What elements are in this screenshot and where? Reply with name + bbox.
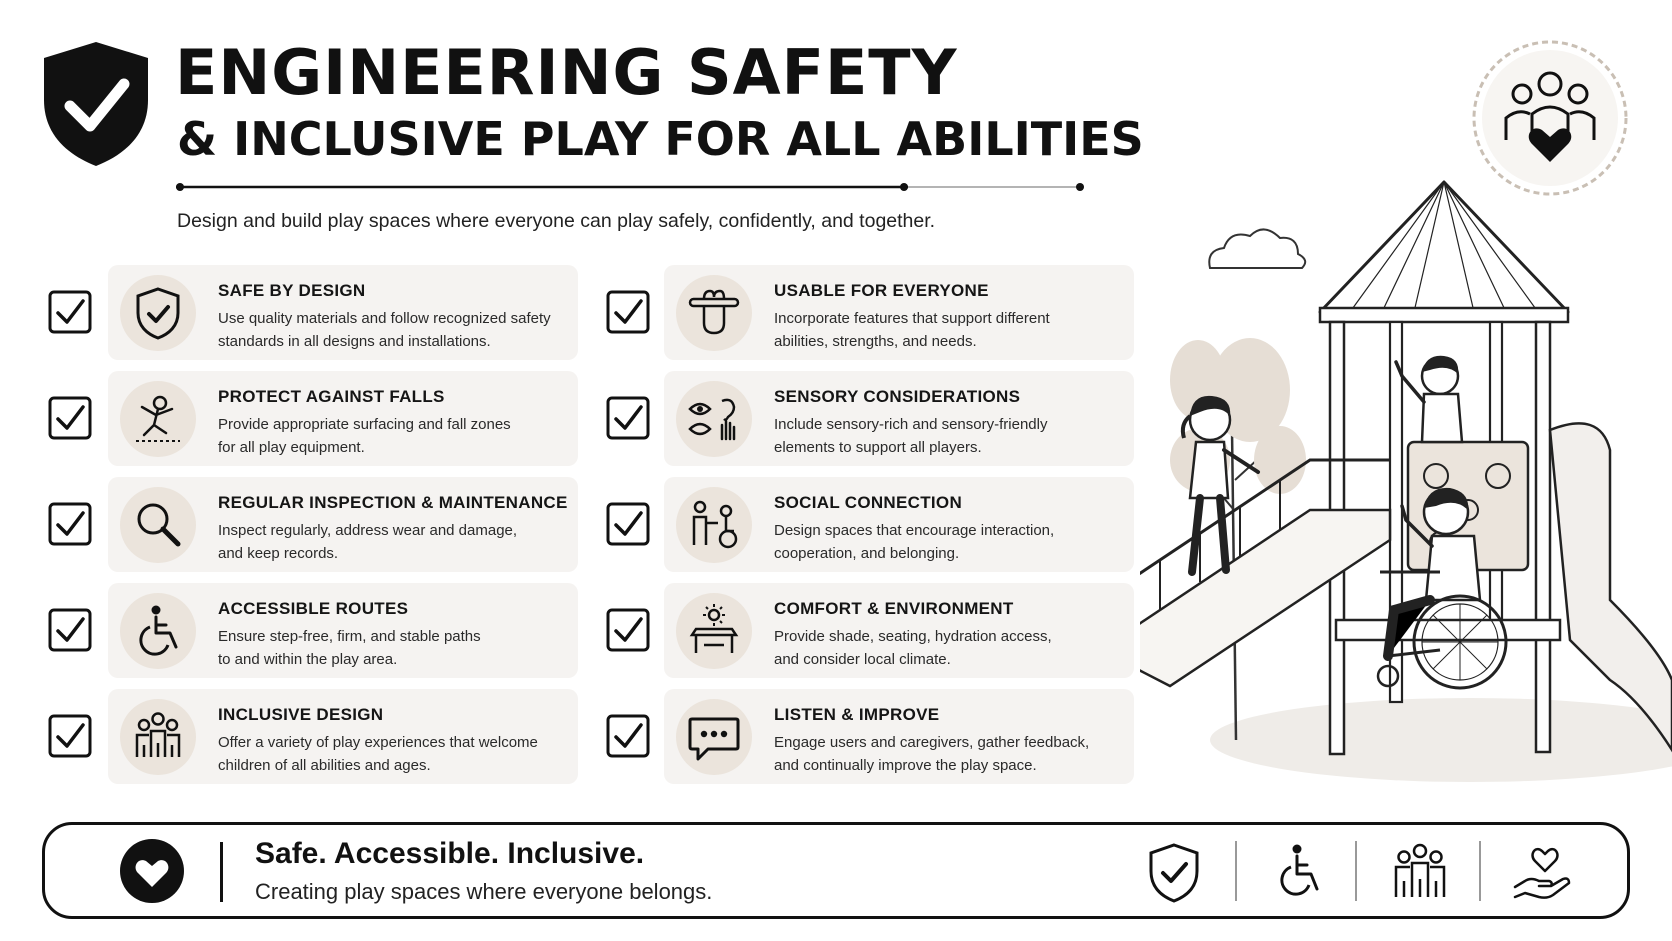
checkbox-checked-icon[interactable] [606,714,650,758]
list-item [108,583,578,678]
footer-separator [220,842,223,902]
magnifier-icon [120,487,196,563]
card-description: Offer a variety of play experiences that welcome children of all abilities and ages. [218,734,538,774]
shield-check-icon [120,275,196,351]
footer-icon-divider [1235,841,1237,901]
page-subtitle: Design and build play spaces where everyone can play safely, confidently, and together. [177,210,936,232]
heart-hand-icon [1511,841,1573,903]
people-heart-icon [1470,38,1630,198]
list-item [664,265,1134,360]
list-item [664,371,1134,466]
checkbox-checked-icon[interactable] [48,396,92,440]
list-item [108,265,578,360]
card-title: COMFORT & ENVIRONMENT [774,599,1014,618]
senses-icon [676,381,752,457]
list-item [664,689,1134,784]
card-title: REGULAR INSPECTION & MAINTENANCE [218,493,568,512]
shield-check-icon [40,40,152,168]
hand-grip-icon [676,275,752,351]
shield-check-icon [1143,841,1205,903]
checkbox-checked-icon[interactable] [606,502,650,546]
title-divider [176,181,1084,193]
checkbox-checked-icon[interactable] [606,396,650,440]
footer-headline: Safe. Accessible. Inclusive. [255,837,645,870]
wheelchair-icon [1269,841,1331,903]
card-description: Use quality materials and follow recognized safety standards in all designs and installations. [218,310,551,350]
checkbox-checked-icon[interactable] [48,290,92,334]
card-description: Provide shade, seating, hydration access, and consider local climate. [774,628,1052,668]
footer-icon-divider [1479,841,1481,901]
card-title: SENSORY CONSIDERATIONS [774,387,1021,406]
card-description: Design spaces that encourage interaction, cooperation, and belonging. [774,522,1055,562]
list-item [108,371,578,466]
wheelchair-icon [120,593,196,669]
list-item [664,477,1134,572]
footer-banner [42,822,1630,919]
card-description: Include sensory-rich and sensory-friendly elements to support all players. [774,416,1048,456]
card-title: LISTEN & IMPROVE [774,705,940,724]
card-description: Ensure step-free, firm, and stable paths to and within the play area. [218,628,481,668]
checkbox-checked-icon[interactable] [48,502,92,546]
playground-illustration [1140,180,1672,790]
card-description: Incorporate features that support different abilities, strengths, and needs. [774,310,1050,350]
list-item [664,583,1134,678]
card-description: Provide appropriate surfacing and fall zones for all play equipment. [218,416,511,456]
group-people-icon [120,699,196,775]
card-title: PROTECT AGAINST FALLS [218,387,445,406]
checkbox-checked-icon[interactable] [606,608,650,652]
footer-tagline: Creating play spaces where everyone belongs. [255,879,713,904]
footer-icon-divider [1355,841,1357,901]
list-item [108,689,578,784]
card-title: SAFE BY DESIGN [218,281,366,300]
card-title: SOCIAL CONNECTION [774,493,963,512]
card-description: Engage users and caregivers, gather feedback, and continually improve the play space. [774,734,1090,774]
list-item [108,477,578,572]
falling-child-icon [120,381,196,457]
checkbox-checked-icon[interactable] [606,290,650,334]
checkbox-checked-icon[interactable] [48,714,92,758]
page-title: ENGINEERING SAFETY [175,36,958,109]
social-people-icon [676,487,752,563]
group-people-icon [1389,841,1451,903]
checkbox-checked-icon[interactable] [48,608,92,652]
card-title: USABLE FOR EVERYONE [774,281,989,300]
heart-icon [119,838,185,904]
card-title: INCLUSIVE DESIGN [218,705,384,724]
shade-sun-icon [676,593,752,669]
card-description: Inspect regularly, address wear and damage, and keep records. [218,522,518,562]
card-title: ACCESSIBLE ROUTES [218,599,409,618]
page-title-line2: & INCLUSIVE PLAY FOR ALL ABILITIES [177,112,1144,166]
speech-bubble-icon [676,699,752,775]
